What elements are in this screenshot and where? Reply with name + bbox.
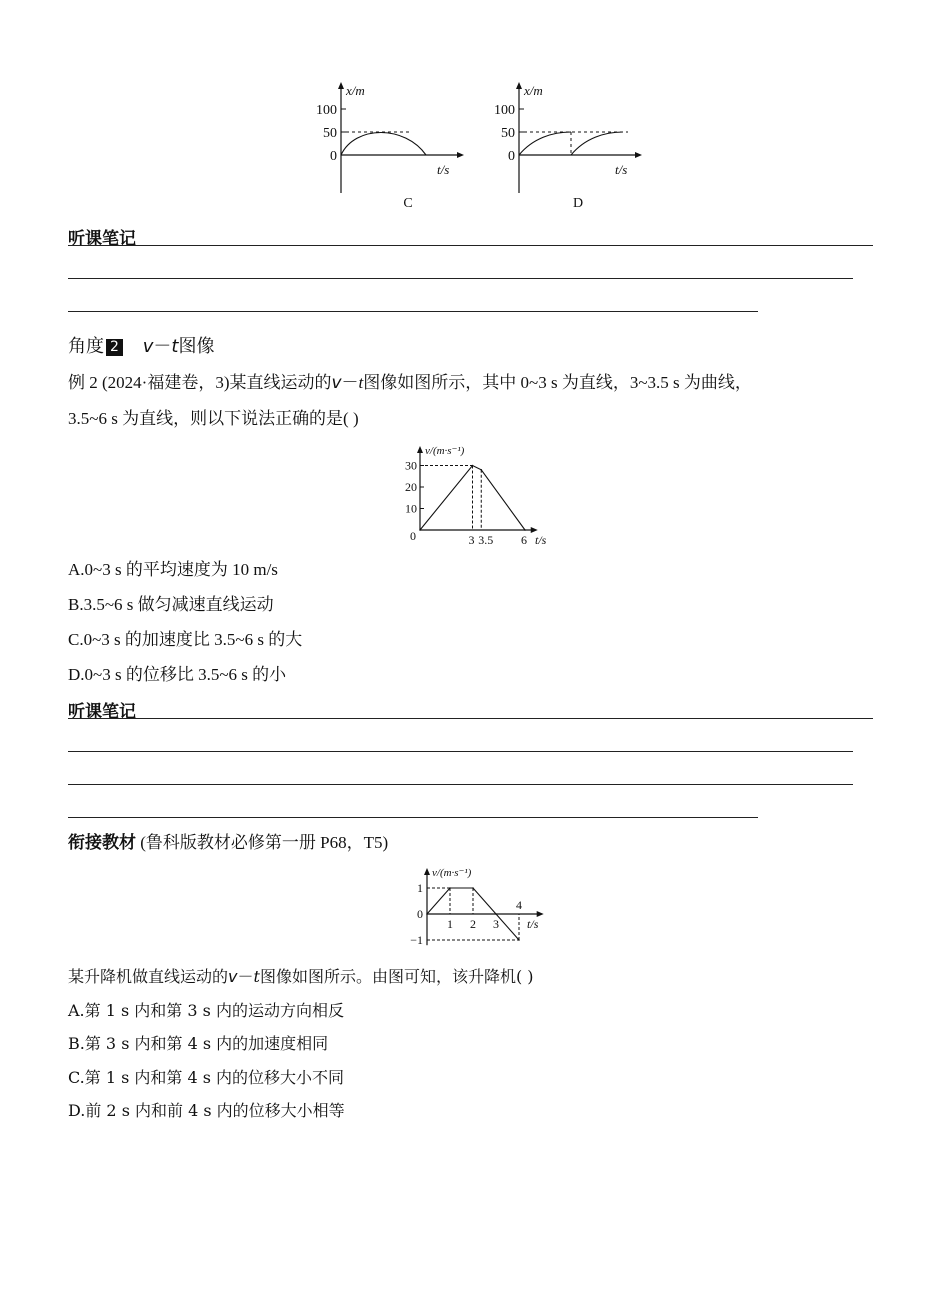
- graph-d-tick-50: 50: [501, 126, 515, 141]
- y-tick-label: 1: [417, 881, 423, 895]
- example2-text-a: 例 2 (2024·福建卷，3)某直线运动的: [68, 373, 332, 392]
- x-axis-label: t/s: [535, 533, 547, 547]
- section-dash: －: [153, 336, 172, 357]
- data-point: [524, 529, 526, 531]
- bridge-source: (鲁科版教材必修第一册 P68，T5): [136, 833, 389, 852]
- data-point: [518, 939, 520, 941]
- y-tick-label: 20: [405, 480, 417, 494]
- notes-line: [68, 751, 853, 752]
- example2-option-a: A.0~3 s 的平均速度为 10 m/s: [68, 560, 278, 579]
- example2-dash: －: [341, 373, 359, 392]
- graph-c-caption: C: [403, 196, 413, 211]
- example2-v: v: [331, 373, 342, 393]
- section-t: t: [171, 336, 179, 357]
- notes-line: [68, 784, 853, 785]
- y-axis-label: v/(m·s⁻¹): [425, 445, 465, 457]
- bridge-label: 衔接教材: [68, 833, 136, 853]
- notes-line: [68, 311, 758, 312]
- graph-c-tick-0: 0: [330, 149, 337, 164]
- graph-d-tick-100: 100: [494, 103, 515, 118]
- example2-option-b: B.3.5~6 s 做匀减速直线运动: [68, 595, 274, 614]
- bridge-question: [68, 966, 534, 988]
- y-axis-arrow: [417, 446, 423, 453]
- section-suffix: 图像: [178, 336, 215, 357]
- graph-d-tick-0: 0: [508, 149, 515, 164]
- x-tick-label: 2: [470, 917, 476, 931]
- example2-option-d: D.0~3 s 的位移比 3.5~6 s 的小: [68, 665, 287, 684]
- section-v: v: [142, 336, 154, 357]
- notes-rule: [68, 245, 873, 246]
- example2-option-c: C.0~3 s 的加速度比 3.5~6 s 的大: [68, 630, 303, 649]
- vt-chart-2: [400, 862, 550, 954]
- graph-d-curve-1: [519, 132, 571, 155]
- vt-chart-1: [395, 440, 560, 550]
- bridge-v: v: [228, 967, 238, 986]
- data-point: [472, 465, 474, 467]
- bridge-heading: [68, 832, 388, 854]
- graph-d-x-label: t/s: [615, 162, 628, 177]
- y-axis-label: v/(m·s⁻¹): [432, 867, 472, 879]
- graph-d-y-label: x/m: [524, 83, 543, 98]
- section-heading: [68, 335, 214, 359]
- x-axis-label: t/s: [527, 917, 539, 931]
- notes-line: [68, 278, 853, 279]
- data-point: [472, 887, 474, 889]
- bridge-question-b: 图像如图所示。由图可知，该升降机( ): [259, 967, 534, 986]
- section-prefix: 角度: [68, 336, 104, 357]
- data-point: [449, 887, 451, 889]
- notes-label-1: 听课笔记: [68, 229, 136, 249]
- bridge-option-a: A.第 1 s 内和第 3 s 内的运动方向相反: [68, 1001, 344, 1020]
- notes-rule: [68, 718, 873, 719]
- example2-line1: [68, 372, 752, 394]
- graph-d-caption: D: [572, 196, 584, 211]
- x-tick-label: 3: [468, 533, 475, 547]
- bridge-dash: －: [237, 967, 254, 986]
- x-tick-label: 3: [493, 917, 499, 931]
- y-tick-label: 30: [405, 458, 417, 473]
- data-point: [495, 913, 497, 915]
- example2-line2: 3.5~6 s 为直线，则以下说法正确的是( ): [68, 409, 359, 428]
- data-point: [426, 913, 428, 915]
- y-tick-label: 0: [417, 907, 423, 921]
- graph-c-tick-50: 50: [323, 126, 337, 141]
- graph-d: [478, 78, 653, 218]
- x-tick-label: 4: [516, 898, 522, 912]
- x-tick-label: 1: [447, 917, 453, 931]
- bridge-option-c: C.第 1 s 内和第 4 s 内的位移大小不同: [68, 1068, 345, 1087]
- graph-c-tick-100: 100: [316, 103, 337, 118]
- y-axis-arrow: [424, 868, 430, 875]
- section-number-badge: 2: [106, 339, 123, 356]
- y-tick-label: 10: [405, 501, 417, 516]
- graph-c-curve: [341, 133, 426, 156]
- graph-c: [300, 78, 475, 218]
- graph-c-y-label: x/m: [346, 83, 365, 98]
- graph-c-x-label: t/s: [437, 162, 450, 177]
- bridge-option-b: B.第 3 s 内和第 4 s 内的加速度相同: [68, 1034, 329, 1053]
- bridge-option-d: D.前 2 s 内和前 4 s 内的位移大小相等: [68, 1101, 345, 1120]
- x-tick-label: 6: [521, 533, 527, 547]
- data-point: [480, 469, 482, 471]
- graph-d-curve-2: [571, 132, 623, 155]
- x-tick-label: 3.5: [478, 533, 494, 547]
- example2-t: t: [358, 373, 364, 392]
- notes-label-2: 听课笔记: [68, 702, 136, 722]
- y-tick-label: −1: [410, 933, 423, 947]
- example2-text-b: 图像如图所示，其中 0~3 s 为直线，3~3.5 s 为曲线，: [363, 373, 752, 392]
- bridge-question-a: 某升降机做直线运动的: [68, 967, 229, 986]
- x-tick-label: 0: [410, 529, 416, 543]
- data-point: [419, 529, 421, 531]
- notes-line: [68, 817, 758, 818]
- bridge-t: t: [253, 967, 260, 986]
